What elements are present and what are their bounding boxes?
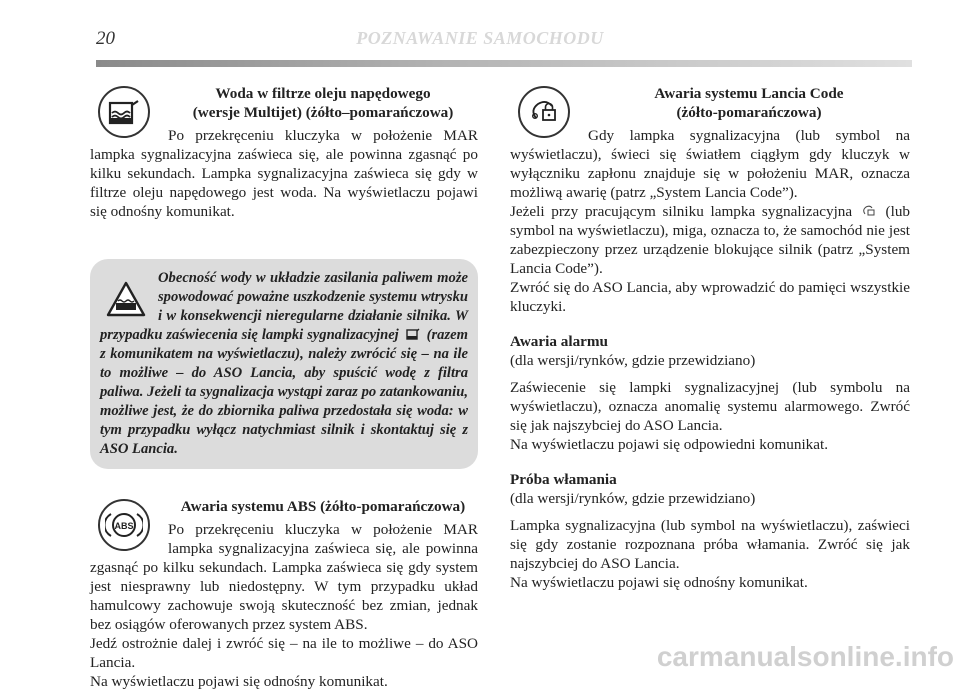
lancia-code-para1: Gdy lampka sygnalizacyjna (lub symbol na wyświetlaczu), świeci się światłem ciągłym gdy kluczyk w wyłączniku zapłonu znajduje się w położeniu MAR, oznacza możliwą awarię (patrz „System Lancia Code”). (510, 127, 910, 201)
alarm-title: Awaria alarmu (510, 333, 608, 350)
lancia-code-para2 (510, 202, 910, 278)
abs-icon (98, 499, 150, 551)
abs-body (90, 520, 478, 691)
abs-body-para2: Jedź ostrożnie dalej i zwróć się – na ile to możliwe – do ASO Lancia. (90, 635, 478, 671)
lancia-code-title-line1: Awaria systemu Lancia Code (654, 85, 844, 102)
break-in-title: Próba włamania (510, 471, 617, 488)
lancia-code-para2-part2: (lub symbol na wyświetlaczu), miga, oznacza to, że samochód nie jest zabezpieczony przez urządzenie blokujące silnik (patrz „System Lancia Code”). (510, 203, 911, 277)
lancia-code-title (510, 84, 910, 122)
fuel-filter-water-inline-icon (406, 328, 420, 340)
immobilizer-key-icon (518, 86, 570, 138)
break-in-section (510, 470, 910, 592)
header-rule (96, 60, 912, 67)
water-filter-section (90, 84, 478, 221)
abs-body-para3: Na wyświetlaczu pojawi się odnośny komunikat. (90, 673, 388, 690)
warning-triangle-icon (106, 281, 146, 317)
break-in-note: (dla wersji/rynków, gdzie przewidziano) (510, 490, 756, 507)
break-in-para1: Lampka sygnalizacyjna (lub symbol na wyświetlaczu), zaświeci się gdy zostanie rozpoznana próba włamania. Zwróć się jak najszybciej do ASO Lancia. (510, 517, 910, 572)
alarm-section (510, 332, 910, 454)
left-column (90, 84, 478, 691)
abs-title: Awaria systemu ABS (żółto-pomarańczowa) (180, 498, 466, 515)
warning-text-part2: (razem z komunikatem na wyświetlaczu), należy zwrócić się – na ile to możliwe – do ASO Lancia, aby spuścić wodę z filtra paliwa. Jeżeli ta sygnalizacja wystąpi zaraz po zatankowaniu, możliwe jest, że do zbiornika paliwa przedostała się woda: w tym przypadku wyłącz natychmiast silnik i skontaktuj się z ASO Lancia. (100, 327, 468, 457)
warning-text-part1: Obecność wody w układzie zasilania paliwem może spowodować poważne uszkodzenie systemu wtrysku i w konsekwencji nieregularne działanie silnika. W przypadku zaświecenia się lampki sygnalizacyjnej (100, 270, 468, 343)
warning-box (90, 259, 478, 469)
abs-body-para1: Po przekręceniu kluczyka w położenie MAR lampka sygnalizacyjna zaświeca się, ale powinna zgasnąć po kilku sekundach. Lampka zaświeca się gdy system jest niesprawny lub niedostępny. W tym przypadku układ hamulcowy zachowuje swoją skuteczność bez zmian, jednak bez osiągów oferowanych przez system ABS. (90, 521, 478, 633)
abs-icon-label: ABS (114, 521, 134, 531)
alarm-body (510, 378, 910, 454)
watermark: carmanualsonline.info (656, 641, 954, 672)
alarm-para1: Zaświecenie się lampki sygnalizacyjnej (lub symbolu na wyświetlaczu), oznacza anomalię systemu alarmowego. Zwróć się jak najszybciej do ASO Lancia. (510, 379, 910, 434)
lancia-code-para2-part1: Jeżeli przy pracującym silniku lampka sygnalizacyjna (510, 203, 853, 220)
running-title: POZNAWANIE SAMOCHODU (356, 28, 604, 48)
water-filter-title-line2: (wersje Multijet) (żółto–pomarańczowa) (192, 104, 454, 121)
right-column (510, 84, 910, 592)
alarm-para2: Na wyświetlaczu pojawi się odpowiedni komunikat. (510, 436, 829, 453)
lancia-code-para3: Zwróć się do ASO Lancia, aby wprowadzić do pamięci wszystkie kluczyki. (510, 279, 910, 315)
water-filter-title-line1: Woda w filtrze oleju napędowego (215, 85, 431, 102)
lancia-code-body (510, 126, 910, 316)
page-number: 20 (96, 28, 115, 49)
lancia-code-section (510, 84, 910, 316)
fuel-filter-water-icon (98, 86, 150, 138)
alarm-note: (dla wersji/rynków, gdzie przewidziano) (510, 352, 756, 369)
lancia-code-title-line2: (żółto-pomarańczowa) (676, 104, 822, 121)
abs-section (90, 497, 478, 691)
break-in-body (510, 516, 910, 592)
water-filter-body: Po przekręceniu kluczyka w położenie MAR lampka sygnalizacyjna zaświeca się, ale powinna zgasnąć po kilku sekundach. Lampka sygnalizacyjna zaświeca się gdy w filtrze oleju napędowego jest woda. Na wyświetlaczu pojawi się odnośny komunikat. (90, 127, 478, 220)
break-in-para2: Na wyświetlaczu pojawi się odnośny komunikat. (510, 574, 808, 591)
immobilizer-key-inline-icon (862, 205, 876, 217)
